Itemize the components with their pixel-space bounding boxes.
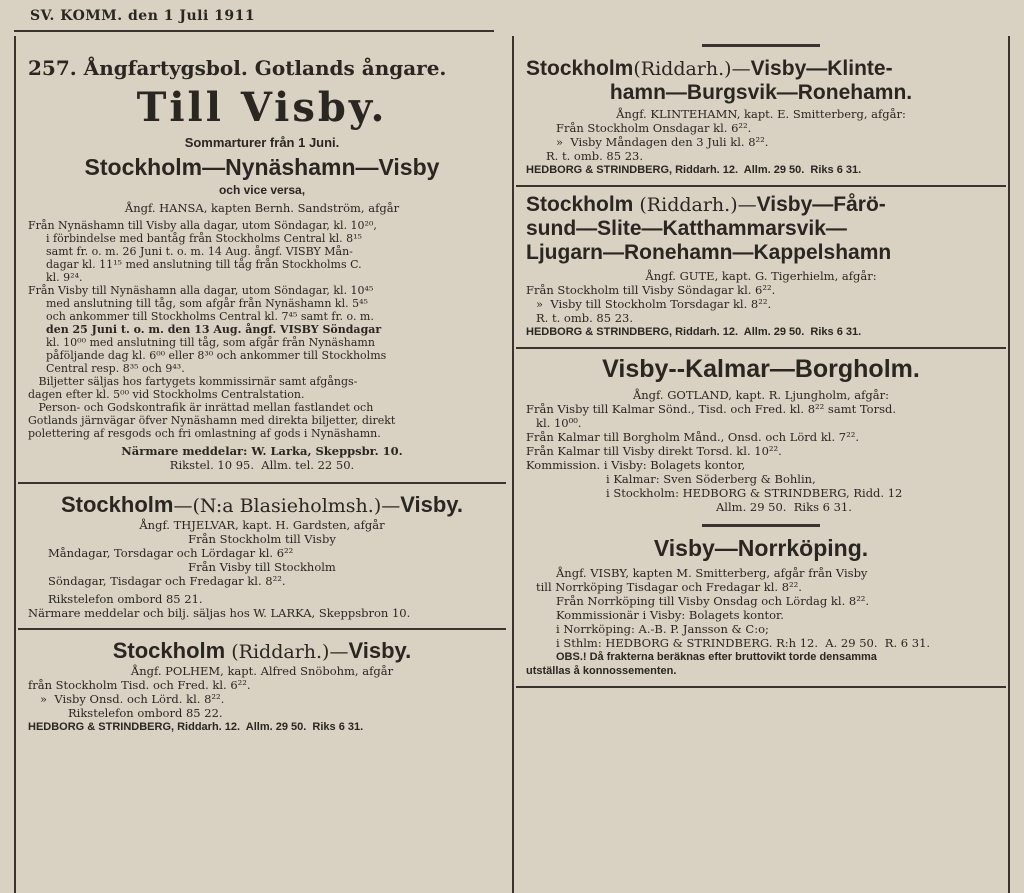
text-line: Från Visby till Kalmar Sönd., Tisd. och Fred. kl. 8²² samt Torsd.: [526, 402, 896, 416]
phone-line: Rikstel. 10 95. Allm. tel. 22 50.: [169, 458, 355, 472]
ad-polhem: [18, 638, 506, 734]
route-title: Visby--Kalmar—Borgholm.: [602, 355, 920, 383]
text-line: Söndagar, Tisdagar och Fredagar kl. 8²².: [48, 574, 286, 588]
body-line: Från Nynäshamn till Visby alla dagar, utom Söndagar, kl. 10²⁰,: [28, 219, 377, 232]
route-part: (Riddarh.)—: [633, 194, 757, 216]
body-line: Person- och Godskontrafik är inrättad mellan fastlandet och: [28, 401, 374, 414]
text-line: Kommission. i Visby: Bolagets kontor,: [526, 458, 746, 472]
body-line: Biljetter säljas hos fartygets kommissirnär samt afgångs-: [28, 375, 358, 388]
section-rule: [516, 347, 1006, 349]
route-part: Visby—Fårö-: [756, 193, 886, 216]
text-line: i Norrköping: A.-B. P. Jansson & C:o;: [556, 622, 769, 636]
text-line: Allm. 29 50. Riks 6 31.: [716, 500, 852, 514]
route-part: —(N:a Blasieholmsh.)—: [173, 495, 401, 517]
body-line: Central resp. 8³⁵ och 9⁴³.: [46, 362, 185, 375]
route-part: Stockholm: [112, 638, 226, 663]
left-column: [18, 36, 506, 893]
ship-line: Ångf. HANSA, kapten Bernh. Sandström, afgår: [124, 201, 400, 215]
text-line: Från Norrköping till Visby Onsdag och Lördag kl. 8²².: [556, 594, 870, 608]
route-title: [526, 57, 996, 81]
route-part: Stockholm: [60, 492, 174, 517]
body-line: dagar kl. 11¹⁵ med anslutning till tåg från Stockholms C.: [46, 258, 362, 271]
text-line: Från Kalmar till Borgholm Månd., Onsd. och Lörd kl. 7²².: [526, 430, 859, 444]
route-title: [28, 492, 496, 518]
text-line: HEDBORG & STRINDBERG, Riddarh. 12. Allm. 29 50. Riks 6 31.: [28, 721, 364, 733]
route-part: (Riddarh.)—: [633, 58, 751, 80]
route-part: Stockholm: [526, 57, 634, 80]
body-line: polettering af resgods och fri omlastning af gods i Nynäshamn.: [28, 427, 381, 440]
text-line: R. t. omb. 85 23.: [536, 311, 633, 325]
text-line: Kommissionär i Visby: Bolagets kontor.: [556, 608, 784, 622]
text-line: från Stockholm Tisd. och Fred. kl. 6²².: [28, 678, 251, 692]
section-rule: [516, 185, 1006, 187]
body-line: Från Visby till Nynäshamn alla dagar, utom Söndagar, kl. 10⁴⁵: [28, 284, 374, 297]
ship-line: Ångf. THJELVAR, kapt. H. Gardsten, afgår: [139, 518, 385, 532]
bottom-rule: [516, 686, 1006, 688]
route-title: [526, 193, 996, 217]
text-line: » Visby Onsd. och Lörd. kl. 8²².: [40, 692, 225, 706]
route-part: Visby.: [400, 492, 464, 517]
route-title: [28, 638, 496, 664]
ad-visby-norrkoping: [516, 535, 1006, 678]
ship-line: Ångf. GUTE, kapt. G. Tigerhielm, afgår:: [645, 269, 877, 283]
body-line: kl. 10⁰⁰ med anslutning till tåg, som afgår från Nynäshamn: [46, 336, 375, 349]
body-line: den 25 Juni t. o. m. den 13 Aug. ångf. VISBY Söndagar: [46, 323, 382, 336]
body-line: och ankommer till Stockholms Central kl. 7⁴⁵ samt fr. o. m.: [46, 310, 374, 323]
text-line: Från Stockholm till Visby Söndagar kl. 6²².: [526, 283, 776, 297]
text-line: Rikstelefon ombord 85 21.: [48, 592, 203, 606]
text-line: HEDBORG & STRINDBERG, Riddarh. 12. Allm. 29 50. Riks 6 31.: [526, 326, 862, 338]
text-line: Från Kalmar till Visby direkt Torsd. kl. 10²².: [526, 444, 782, 458]
top-rule: [702, 44, 820, 47]
header-rule: [14, 30, 494, 32]
text-line: OBS.! Då frakterna beräknas efter bruttovikt torde densamma: [556, 651, 877, 663]
route-part: (Riddarh.)—: [225, 641, 349, 663]
route-title-2: sund—Slite—Katthammarsvik—: [526, 217, 847, 240]
text-line: » Visby till Stockholm Torsdagar kl. 8²².: [536, 297, 772, 311]
right-column: [516, 36, 1006, 893]
ad-gotland: [516, 355, 1006, 514]
section-rule: [18, 628, 506, 630]
ad-klintehamn: [516, 53, 1006, 177]
text-line: R. t. omb. 85 23.: [546, 149, 643, 163]
vice-versa: och vice versa,: [218, 183, 306, 197]
ad-thjelvar: [18, 492, 506, 620]
route-part: Visby—Klinte-: [750, 57, 893, 80]
contact-line: Närmare meddelar: W. Larka, Skeppsbr. 10.: [121, 444, 403, 458]
text-line: till Norrköping Tisdagar och Fredagar kl. 8²².: [536, 580, 802, 594]
text-line: i Stockholm: HEDBORG & STRINDBERG, Ridd. 12: [606, 486, 903, 500]
ship-line: Ångf. KLINTEHAMN, kapt. E. Smitterberg, afgår:: [616, 107, 906, 121]
text-line: Rikstelefon ombord 85 22.: [68, 706, 223, 720]
text-line: i Kalmar: Sven Söderberg & Bohlin,: [606, 472, 816, 486]
route-part: Stockholm: [526, 193, 634, 216]
route-title: Stockholm—Nynäshamn—Visby: [84, 154, 440, 180]
right-column-border: [1008, 36, 1010, 893]
text-line: Måndagar, Torsdagar och Lördagar kl. 6²²: [48, 546, 294, 560]
body-line: Gotlands järnvägar öfver Nynäshamn med direkta biljetter, direkt: [28, 414, 396, 427]
text-line: Från Stockholm till Visby: [188, 532, 336, 546]
ad-gute: [516, 193, 1006, 339]
ship-line: Ångf. GOTLAND, kapt. R. Ljungholm, afgår:: [632, 388, 890, 402]
page-header: SV. KOMM. den 1 Juli 1911: [30, 8, 256, 24]
ad-till-visby: [18, 36, 506, 472]
text-line: i Sthlm: HEDBORG & STRINDBERG. R:h 12. A. 29 50. R. 6 31.: [556, 636, 931, 650]
body-line: med anslutning till tåg, som afgår från Nynäshamn kl. 5⁴⁵: [46, 297, 368, 310]
body-line: dagen efter kl. 5⁰⁰ vid Stockholms Centralstation.: [28, 388, 305, 401]
section-rule: [702, 524, 820, 527]
route-title-3: Ljugarn—Ronehamn—Kappelshamn: [526, 241, 892, 264]
body-line: i förbindelse med bantåg från Stockholms Central kl. 8¹⁵: [46, 232, 362, 245]
big-title: Till Visby.: [136, 84, 388, 131]
text-line: » Visby Måndagen den 3 Juli kl. 8²².: [556, 135, 769, 149]
ad-number-title: 257. Ångfartygsbol. Gotlands ångare.: [28, 56, 447, 80]
text-line: Närmare meddelar och bilj. säljas hos W. LARKA, Skeppsbron 10.: [28, 606, 411, 620]
schedule-body: [28, 219, 496, 440]
route-part: Visby.: [348, 638, 412, 663]
ship-line: Ångf. POLHEM, kapt. Alfred Snöbohm, afgår: [130, 664, 394, 678]
body-line: påföljande dag kl. 6⁰⁰ eller 8³⁰ och ankommer till Stockholms: [46, 349, 387, 362]
text-line: HEDBORG & STRINDBERG, Riddarh. 12. Allm. 29 50. Riks 6 31.: [526, 164, 862, 176]
text-line: kl. 10⁰⁰.: [536, 416, 582, 430]
text-line: Från Visby till Stockholm: [188, 560, 336, 574]
route-title: Visby—Norrköping.: [653, 535, 869, 561]
body-line: kl. 9²⁴.: [46, 271, 83, 284]
text-line: Ångf. VISBY, kapten M. Smitterberg, afgår från Visby: [556, 566, 868, 580]
body-line: samt fr. o. m. 26 Juni t. o. m. 14 Aug. ångf. VISBY Mån-: [46, 245, 353, 258]
text-line: Från Stockholm Onsdagar kl. 6²².: [556, 121, 752, 135]
section-rule: [18, 482, 506, 484]
subtitle: Sommarturer från 1 Juni.: [184, 135, 340, 150]
route-title-2: hamn—Burgsvik—Ronehamn.: [609, 81, 913, 104]
text-line: utställas å konnossementen.: [526, 665, 677, 677]
